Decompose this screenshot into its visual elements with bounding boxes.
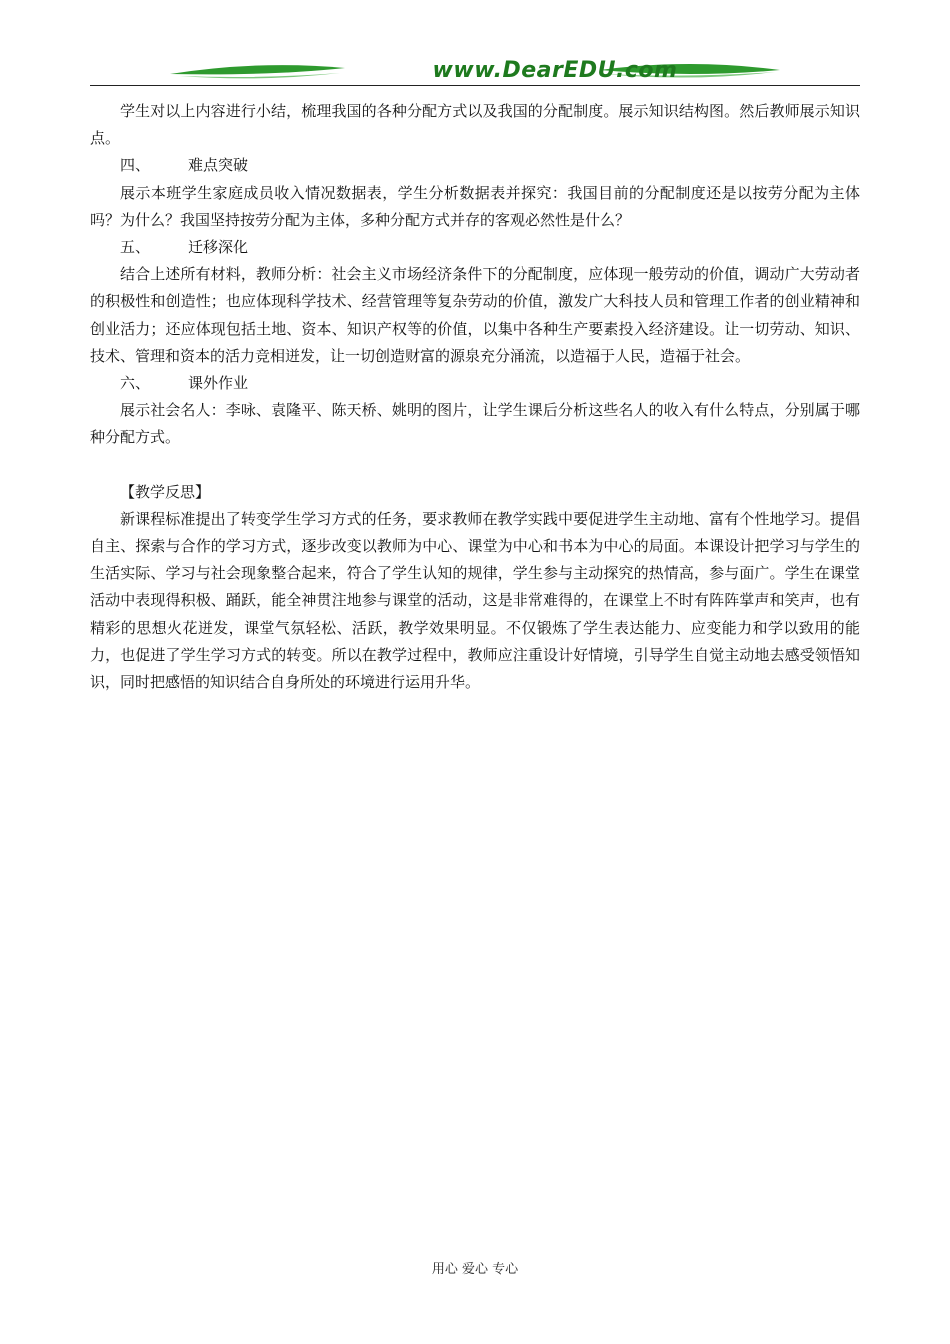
section-number: 五、	[120, 238, 151, 257]
page-footer: 用心 爱心 专心	[431, 1262, 519, 1277]
site-logo: www.DearEDU.com	[432, 58, 678, 83]
section-paragraph-6: 展示社会名人：李咏、袁隆平、陈天桥、姚明的图片，让学生课后分析这些名人的收入有什么特点，分别属于哪种分配方式。	[90, 401, 860, 447]
spacer	[90, 452, 860, 479]
section-heading-6	[90, 370, 860, 397]
section-title: 迁移深化	[188, 238, 249, 257]
section-paragraph-4: 展示本班学生家庭成员收入情况数据表，学生分析数据表并探究：我国目前的分配制度还是以按劳分配为主体吗？为什么？我国坚持按劳分配为主体，多种分配方式并存的客观必然性是什么？	[90, 183, 860, 229]
section-title: 难点突破	[188, 156, 249, 175]
section-title: 课外作业	[188, 374, 249, 393]
section-heading-4	[90, 152, 860, 179]
page-header	[90, 56, 860, 92]
intro-paragraph: 学生对以上内容进行小结，梳理我国的各种分配方式以及我国的分配制度。展示知识结构图。然后教师展示知识点。	[90, 102, 860, 148]
header-rule	[90, 85, 860, 86]
reflection-heading: 【教学反思】	[120, 482, 211, 501]
document-body	[90, 98, 860, 696]
section-number: 四、	[120, 156, 151, 175]
section-number: 六、	[120, 374, 151, 393]
section-paragraph-5: 结合上述所有材料，教师分析：社会主义市场经济条件下的分配制度，应体现一般劳动的价值，调动广大劳动者的积极性和创造性；也应体现科学技术、经营管理等复杂劳动的价值，激发广大科技人员和管理工作者的创业精神和创业活力；还应体现包括土地、资本、知识产权等的价值，以集中各种生产要素投入经济建设。让一切劳动、知识、技术、管理和资本的活力竞相迸发，让一切创造财富的源泉充分涌流，以造福于人民，造福于社会。	[90, 265, 860, 365]
reflection-paragraph: 新课程标准提出了转变学生学习方式的任务，要求教师在教学实践中要促进学生主动地、富有个性地学习。提倡自主、探索与合作的学习方式，逐步改变以教师为中心、课堂为中心和书本为中心的局面。本课设计把学习与学生的生活实际、学习与社会现象整合起来，符合了学生认知的规律，学生参与主动探究的热情高，参与面广。学生在课堂活动中表现得积极、踊跃，能全神贯注地参与课堂的活动，这是非常难得的，在课堂上不时有阵阵掌声和笑声，也有精彩的思想火花迸发，课堂气氛轻松、活跃，教学效果明显。不仅锻炼了学生表达能力、应变能力和学以致用的能力，也促进了学生学习方式的转变。所以在教学过程中，教师应注重设计好情境，引导学生自觉主动地去感受领悟知识，同时把感悟的知识结合自身所处的环境进行运用升华。	[90, 509, 860, 692]
section-heading-5	[90, 234, 860, 261]
